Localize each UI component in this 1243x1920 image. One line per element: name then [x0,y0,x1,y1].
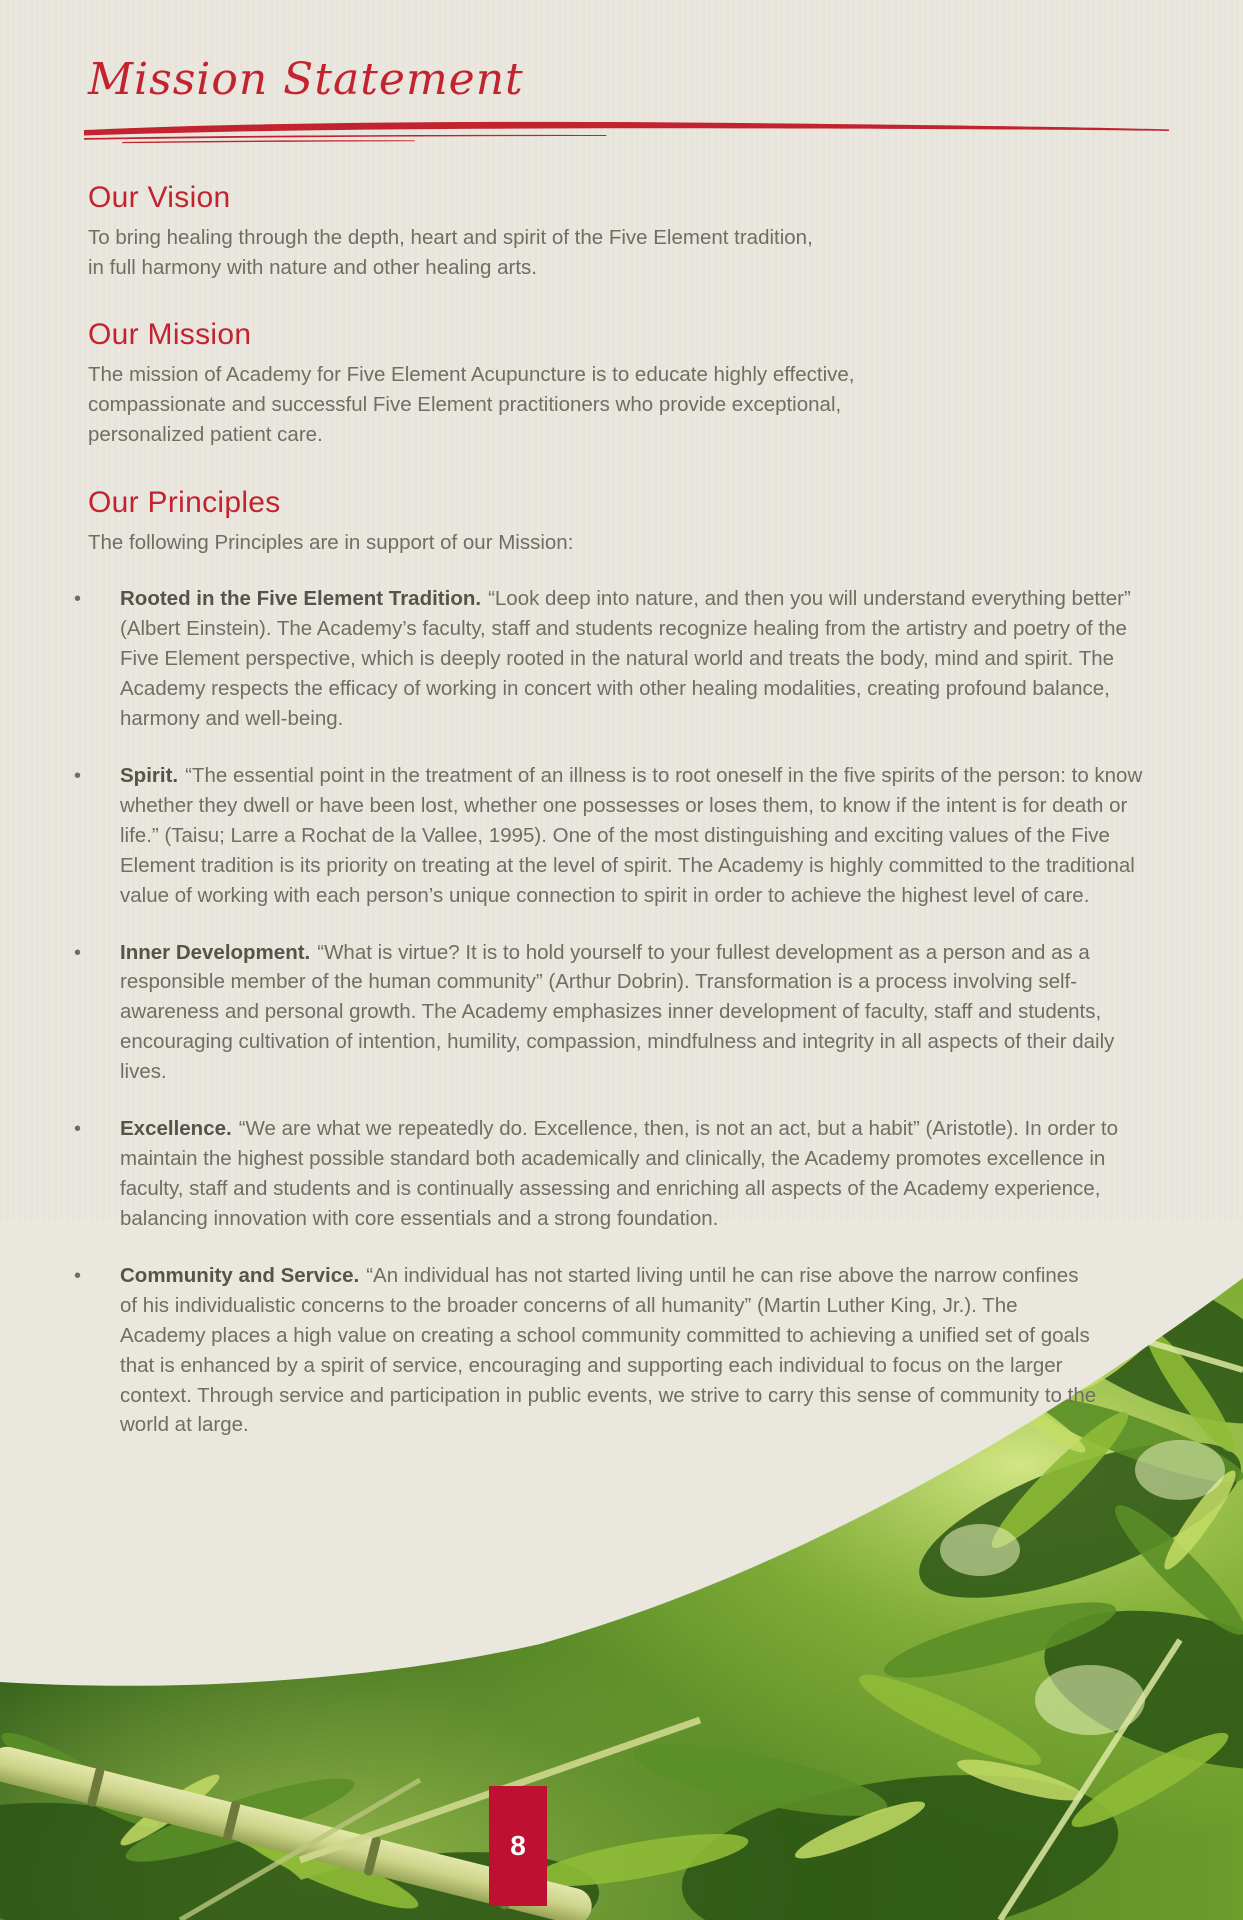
bullet-icon: • [74,1264,82,1287]
mission-body: The mission of Academy for Five Element Acupuncture is to educate highly effective, compassionate and successful Five Element practitioners who provide exceptional, personalized patient care. [88,363,855,446]
section-mission [88,318,1177,449]
brush-stroke-divider [82,119,1171,145]
principle-item-rooted [74,584,1177,734]
principles-heading: Our Principles [88,485,281,519]
section-vision [88,181,1177,282]
principle-text [120,938,1150,1088]
vision-body: To bring healing through the depth, heart and spirit of the Five Element tradition, in full harmony with nature and other healing arts. [88,226,813,279]
principle-body: “We are what we repeatedly do. Excellence, then, is not an act, but a habit” (Aristotle). In order to maintain the highest possible standard both academically and clinically, the Academy promotes excellence in faculty, staff and students and is continually assessing and enriching all aspects of the Academy experience, balancing innovation with core essentials and a strong foundation. [120,1117,1119,1230]
principle-text [120,1114,1150,1234]
principle-lead: Excellence. [120,1117,232,1141]
mission-heading: Our Mission [88,318,252,352]
principles-intro: The following Principles are in support of our Mission: [88,530,574,554]
principle-lead: Rooted in the Five Element Tradition. [120,587,482,611]
principle-body: “Look deep into nature, and then you will understand everything better” (Albert Einstein). The Academy’s faculty, staff and students recognize healing from the artistry and poetry of the Five Element perspective, which is deeply rooted in the natural world and treats the body, mind and spirit. The Academy respects the efficacy of working in concert with other healing modalities, creating profound balance, harmony and well-being. [120,587,1131,730]
bullet-icon: • [74,941,82,964]
principle-lead: Inner Development. [120,940,311,964]
section-principles [74,485,1177,1441]
page-title: Mission Statement [88,54,524,105]
principle-body: “What is virtue? It is to hold yourself to your fullest development as a person and as a responsible member of the human community” (Arthur Dobrin). Transformation is a process involving self-awareness and personal growth. The Academy emphasizes inner development of faculty, staff and students, encouraging cultivation of intention, humility, compassion, mindfulness and integrity in all aspects of their daily lives. [120,940,1115,1084]
bullet-icon: • [74,1118,82,1141]
bullet-icon: • [74,588,82,611]
principle-lead: Community and Service. [120,1263,360,1287]
principle-body: “An individual has not started living until he can rise above the narrow confines of his individualistic concerns to the broader concerns of all humanity” (Martin Luther King, Jr.). The Academy places a high value on creating a school community committed to achieving a unified set of goals that is enhanced by a spirit of service, encouraging and supporting each individual to focus on the larger context. Through service and participation in public events, we strive to carry this sense of community to the world at large. [120,1263,1097,1437]
principle-text [120,584,1150,734]
principle-text [120,1261,1100,1441]
principles-list [74,584,1177,1440]
principle-text [120,761,1150,911]
principle-item-excellence [74,1114,1177,1234]
principle-item-inner-development [74,938,1177,1088]
page-content [74,0,1177,1440]
vision-heading: Our Vision [88,181,231,214]
bullet-icon: • [74,764,82,787]
page-number-tab [489,1786,547,1906]
principle-item-community-service [74,1261,1177,1441]
page-number: 8 [510,1830,526,1861]
principle-lead: Spirit. [120,763,179,787]
principle-item-spirit [74,761,1177,911]
principle-body: “The essential point in the treatment of an illness is to root oneself in the five spirits of the person: to know whether they dwell or have been lost, whether one possesses or loses them, to know if the intent is for death or life.” (Taisu; Larre a Rochat de la Vallee, 1995). One of the most distinguishing and exciting values of the Five Element tradition is its priority on treating at the level of spirit. The Academy is highly committed to the traditional value of working with each person’s unique connection to spirit in order to achieve the highest level of care. [120,763,1143,907]
